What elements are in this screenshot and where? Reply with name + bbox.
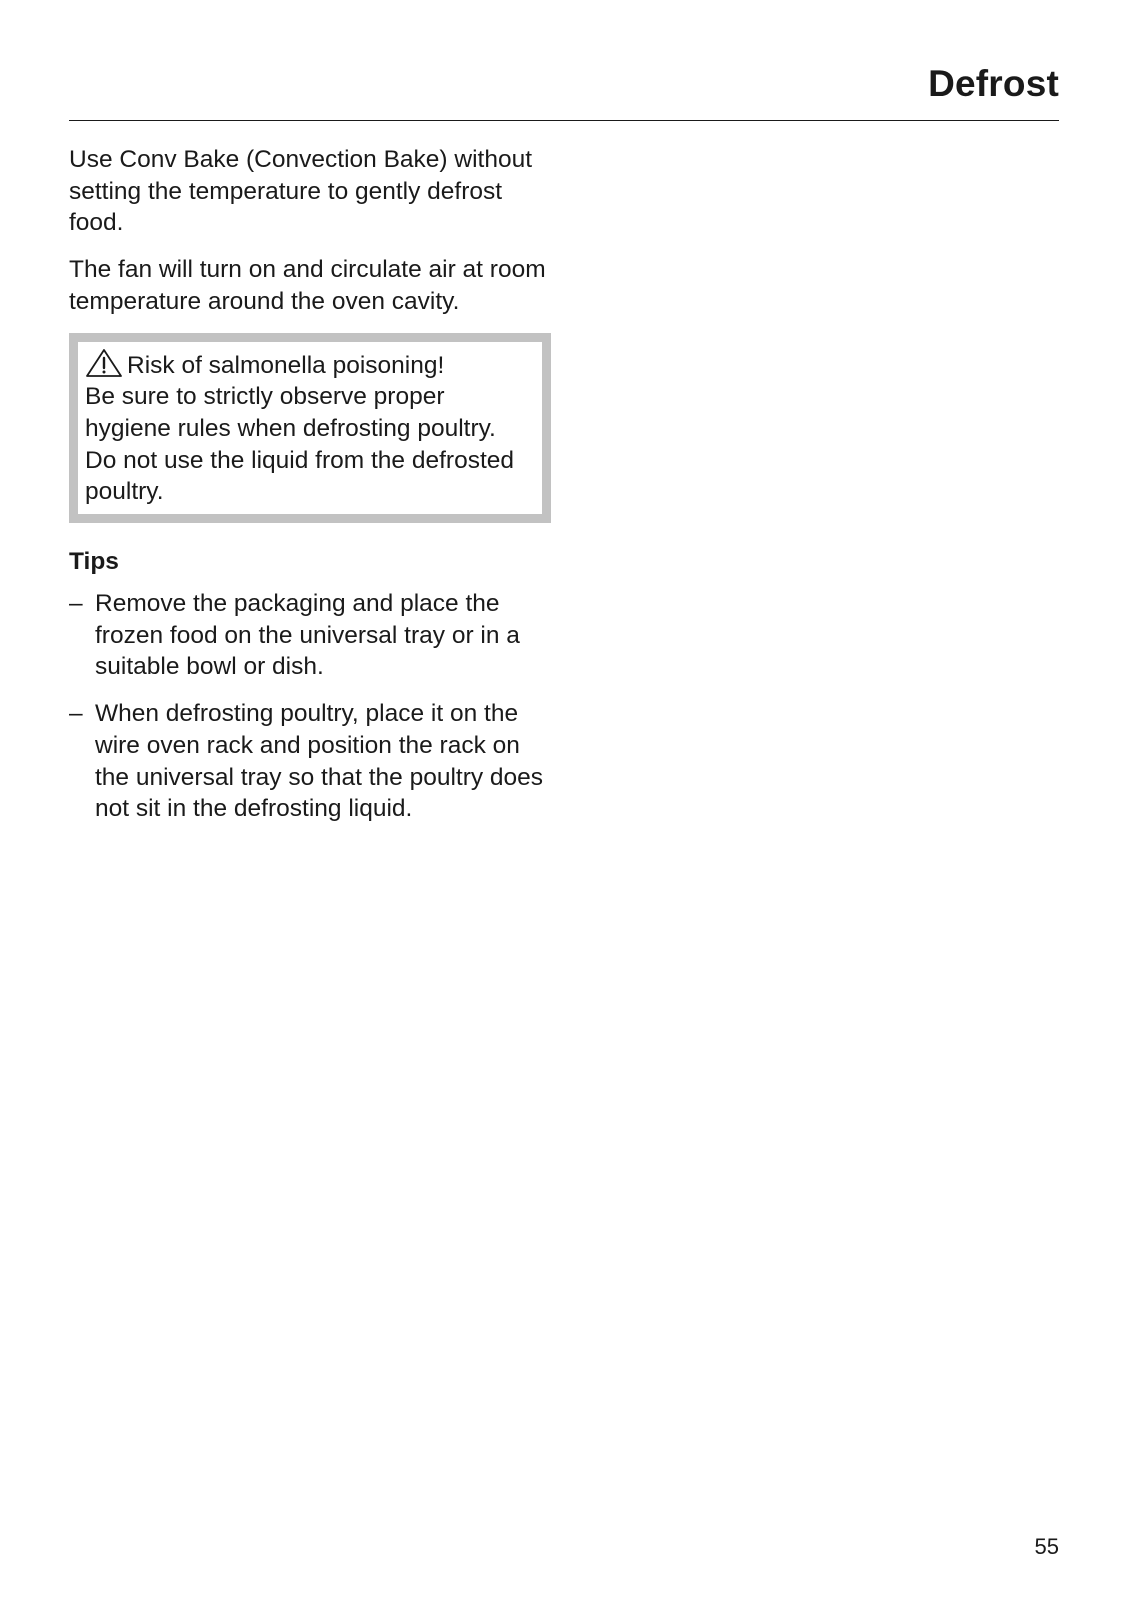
intro-paragraph-1: Use Conv Bake (Convection Bake) without setting the temperature to gently defrost food. — [69, 146, 532, 237]
warning-text-2: Do not use the liquid from the defrosted poultry. — [85, 446, 515, 506]
tips-list — [69, 588, 559, 825]
warning-triangle-icon — [85, 348, 123, 378]
tip-text: When defrosting poultry, place it on the wire oven rack and position the rack on the universal tray so that the poultry does not sit in the defrosting liquid. — [95, 700, 544, 823]
tips-heading: Tips — [69, 548, 119, 576]
list-item — [69, 588, 559, 683]
warning-box — [69, 333, 551, 524]
intro-paragraph-2: The fan will turn on and circulate air at room temperature around the oven cavity. — [69, 256, 546, 315]
page-title: Defrost — [928, 63, 1059, 104]
page-header — [69, 62, 1059, 121]
list-bullet: – — [69, 590, 83, 618]
list-bullet: – — [69, 700, 83, 728]
warning-heading-text: Risk of salmonella poisoning! — [127, 351, 445, 379]
list-item — [69, 698, 559, 825]
main-column — [69, 144, 559, 840]
warning-text-1: Be sure to strictly observe proper hygiene rules when defrosting poultry. — [85, 383, 496, 442]
warning-heading-line — [85, 348, 534, 382]
page-number: 55 — [1034, 1534, 1059, 1559]
tip-text: Remove the packaging and place the frozen food on the universal tray or in a suitable bowl or dish. — [95, 590, 520, 681]
